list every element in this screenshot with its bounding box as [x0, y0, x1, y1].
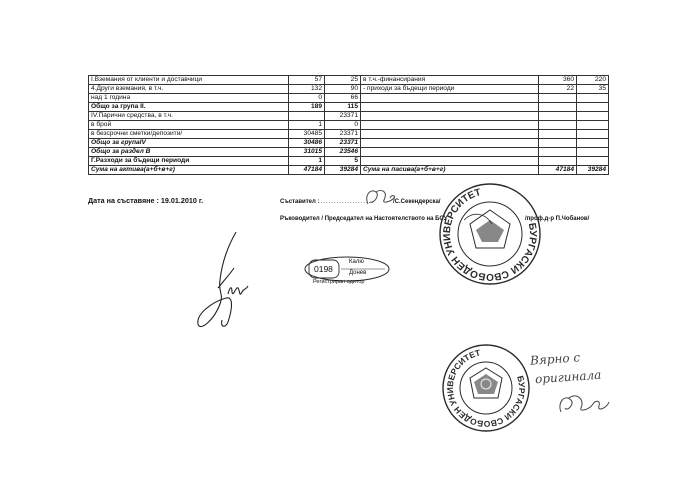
balance-row-previous: 90 [325, 85, 361, 94]
balance-row [89, 112, 609, 121]
manager-label: Ръководител / Председател на Настоятелството на БСУ [280, 216, 448, 222]
balance-row-right-previous [577, 121, 609, 130]
balance-row-right-current: 47184 [539, 166, 577, 175]
registered-auditor-stamp [303, 255, 391, 285]
balance-row-left-label: 4.Други вземания, в т.ч. [89, 85, 289, 94]
balance-row-current: 1 [289, 157, 325, 166]
balance-row-previous: 23371 [325, 139, 361, 148]
manager-name: /проф.д-р П.Чобанов/ [525, 216, 590, 222]
balance-row-left-label: Г.Разходи за бъдещи периоди [89, 157, 289, 166]
balance-row-left-label: над 1 година [89, 94, 289, 103]
balance-row [89, 157, 609, 166]
balance-row-right-label [361, 148, 539, 157]
balance-row-previous: 39284 [325, 166, 361, 175]
balance-row-previous: 115 [325, 103, 361, 112]
balance-row-previous: 5 [325, 157, 361, 166]
balance-row [89, 121, 609, 130]
balance-row-right-current: 22 [539, 85, 577, 94]
balance-row-right-current [539, 157, 577, 166]
balance-row-left-label: Общо за групаIV [89, 139, 289, 148]
balance-row-right-current [539, 148, 577, 157]
balance-row-left-label: Сума на актива(а+б+в+г) [89, 166, 289, 175]
balance-row-current: 132 [289, 85, 325, 94]
compiler-dots: ..................... [318, 199, 375, 205]
balance-row-right-previous [577, 130, 609, 139]
compiler-signature [362, 186, 402, 210]
balance-row-right-label [361, 121, 539, 130]
balance-row [89, 139, 609, 148]
compilation-date: Дата на съставяне : 19.01.2010 г. [88, 196, 204, 205]
balance-row [89, 85, 609, 94]
certified-note-line2: оригинала [534, 367, 602, 387]
balance-row-current [289, 112, 325, 121]
balance-row-right-previous [577, 139, 609, 148]
balance-row-previous: 23546 [325, 148, 361, 157]
balance-row-right-previous [577, 148, 609, 157]
balance-row-right-label [361, 103, 539, 112]
balance-row-current: 1 [289, 121, 325, 130]
balance-row-right-previous: 39284 [577, 166, 609, 175]
balance-row-previous: 25 [325, 76, 361, 85]
balance-row [89, 166, 609, 175]
balance-row-previous: 0 [325, 121, 361, 130]
auditor-first-name: Калю [349, 259, 364, 265]
balance-sheet-table [88, 75, 609, 175]
manager-signature [190, 228, 260, 338]
balance-row-right-current [539, 139, 577, 148]
balance-row-right-label [361, 139, 539, 148]
balance-row-right-label: в т.ч.-финансирания [361, 76, 539, 85]
compiler-label: Съставител : [280, 199, 320, 205]
balance-row-right-label [361, 130, 539, 139]
balance-row-right-label [361, 157, 539, 166]
compiler-name: /С.Секендерска/ [393, 199, 441, 205]
balance-row-right-current: 360 [539, 76, 577, 85]
auditor-last-name: Донев [349, 270, 367, 276]
balance-row-previous: 66 [325, 94, 361, 103]
balance-row-current: 47184 [289, 166, 325, 175]
university-seal-upper [434, 180, 546, 288]
balance-row-right-current [539, 94, 577, 103]
balance-row-left-label: Общо за група II. [89, 103, 289, 112]
balance-row-left-label: I.Вземания от клиенти и доставчици [89, 76, 289, 85]
balance-row-right-previous [577, 94, 609, 103]
balance-row-current: 0 [289, 94, 325, 103]
balance-row-right-label: - приходи за бъдещи периоди [361, 85, 539, 94]
balance-row-right-current [539, 121, 577, 130]
balance-row-right-label [361, 112, 539, 121]
balance-row-left-label: в брой [89, 121, 289, 130]
balance-row-left-label: Общо за раздел В [89, 148, 289, 157]
seal-upper-text: БУРГАСКИ СВОБОДЕН УНИВЕРСИТЕТ [441, 187, 539, 283]
balance-row-current: 30485 [289, 130, 325, 139]
balance-row-right-previous [577, 103, 609, 112]
auditor-number: 0198 [314, 264, 333, 274]
balance-row-current: 189 [289, 103, 325, 112]
auditor-caption: Регистриран одитор [313, 279, 365, 285]
balance-row-right-label: Сума на пасива(а+б+в+г) [361, 166, 539, 175]
balance-row-right-current [539, 130, 577, 139]
balance-row-right-previous: 35 [577, 85, 609, 94]
balance-row [89, 76, 609, 85]
balance-row [89, 148, 609, 157]
balance-row-current: 57 [289, 76, 325, 85]
balance-row-previous: 23371 [325, 112, 361, 121]
seal-lower-text: БУРГАСКИ СВОБОДЕН УНИВЕРСИТЕТ [444, 347, 528, 430]
balance-row-previous: 23371 [325, 130, 361, 139]
balance-row-current: 31015 [289, 148, 325, 157]
balance-row-current: 30486 [289, 139, 325, 148]
balance-row-right-label [361, 94, 539, 103]
balance-row-right-previous [577, 157, 609, 166]
certified-note-line1: Вярно с [529, 350, 581, 368]
balance-row-left-label: в безсрочни сметки/депозити/ [89, 130, 289, 139]
balance-row [89, 130, 609, 139]
university-seal-lower [440, 340, 532, 436]
balance-row [89, 94, 609, 103]
certifier-signature [555, 390, 615, 420]
balance-row-right-previous: 220 [577, 76, 609, 85]
balance-row-right-current [539, 103, 577, 112]
balance-row-right-previous [577, 112, 609, 121]
balance-row-right-current [539, 112, 577, 121]
balance-row [89, 103, 609, 112]
balance-row-left-label: IV.Парични средства, в т.ч. [89, 112, 289, 121]
